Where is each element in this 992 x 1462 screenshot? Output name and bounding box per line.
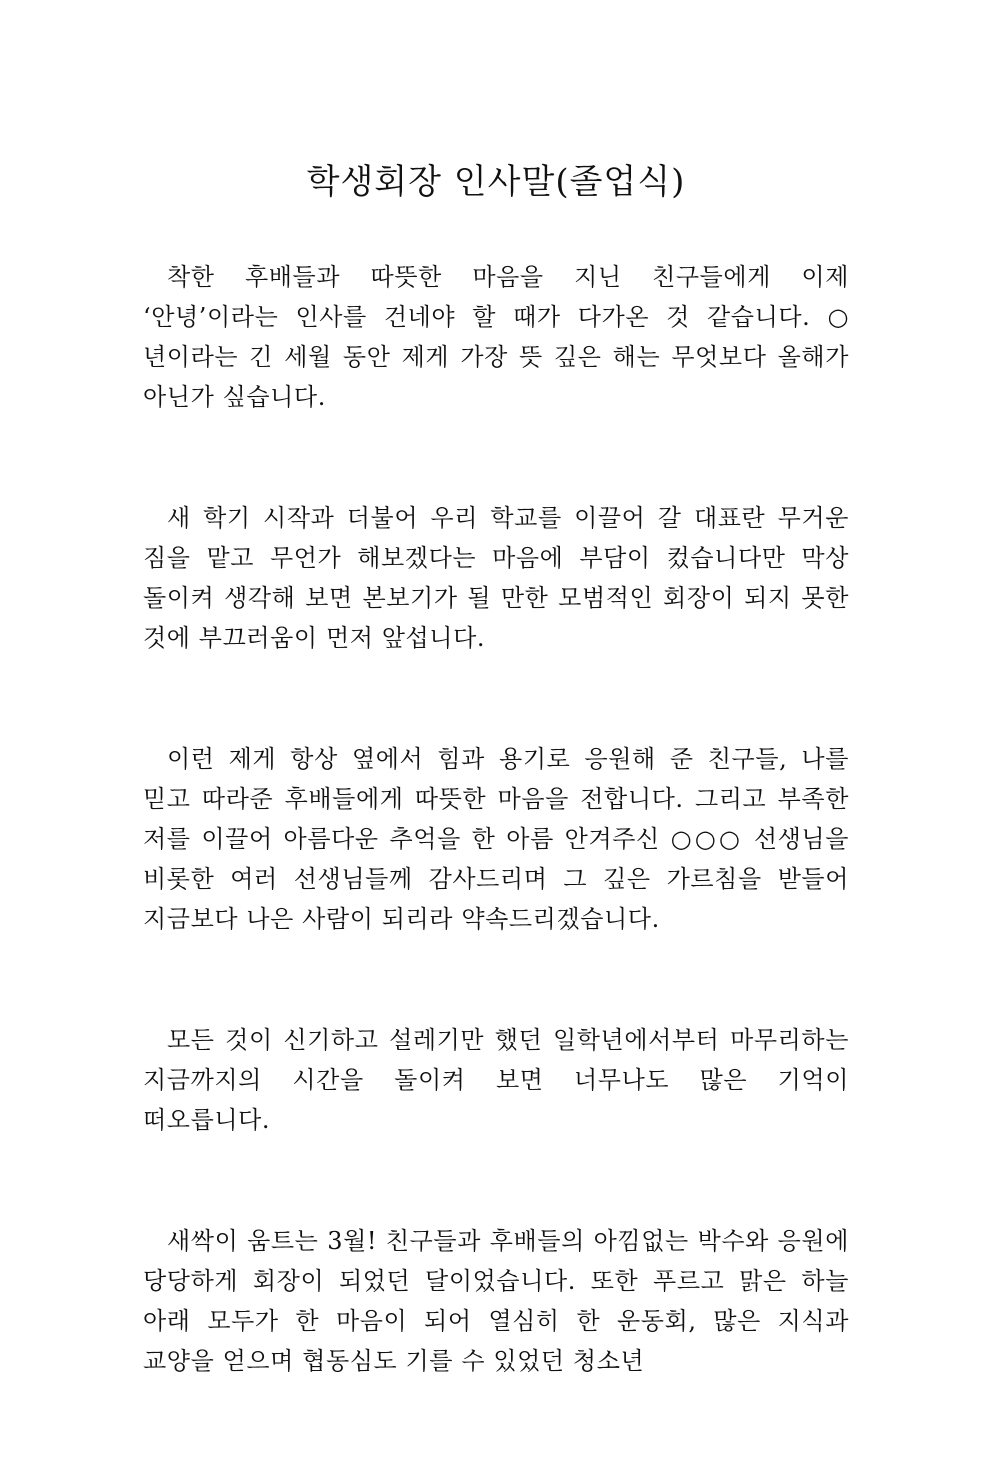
paragraph-1: 착한 후배들과 따뜻한 마음을 지닌 친구들에게 이제 ‘안녕’이라는 인사를 건네야 할 때가 다가온 것 같습니다. ○년이라는 긴 세월 동안 제게 가장 뜻 깊은 해는 무엇보다 올해가 아닌가 싶습니다. <box>143 263 849 411</box>
paragraph-4: 모든 것이 신기하고 설레기만 했던 일학년에서부터 마무리하는 지금까지의 시간을 돌이켜 보면 너무나도 많은 기억이 떠오릅니다. <box>143 1026 849 1134</box>
document-title: 학생회장 인사말(졸업식) <box>306 162 686 202</box>
paragraph-5: 새싹이 움트는 3월! 친구들과 후배들의 아낌없는 박수와 응원에 당당하게 회장이 되었던 달이었습니다. 또한 푸르고 맑은 하늘 아래 모두가 한 마음이 되어 열심히 한 운동회, 많은 지식과 교양을 얻으며 협동심도 기를 수 있었던 청소년 <box>143 1227 849 1375</box>
paragraph-3: 이런 제게 항상 옆에서 힘과 용기로 응원해 준 친구들, 나를 믿고 따라준 후배들에게 따뜻한 마음을 전합니다. 그리고 부족한 저를 이끌어 아름다운 추억을 한 아름 안겨주신 ○○○ 선생님을 비롯한 여러 선생님들께 감사드리며 그 깊은 가르침을 받들어 지금보다 나은 사람이 되리라 약속드리겠습니다. <box>143 745 849 933</box>
document-body <box>143 257 849 1462</box>
paragraph-2: 새 학기 시작과 더불어 우리 학교를 이끌어 갈 대표란 무거운 짐을 맡고 무언가 해보겠다는 마음에 부담이 컸습니다만 막상 돌이켜 생각해 보면 본보기가 될 만한 모범적인 회장이 되지 못한 것에 부끄러움이 먼저 앞섭니다. <box>143 504 849 652</box>
